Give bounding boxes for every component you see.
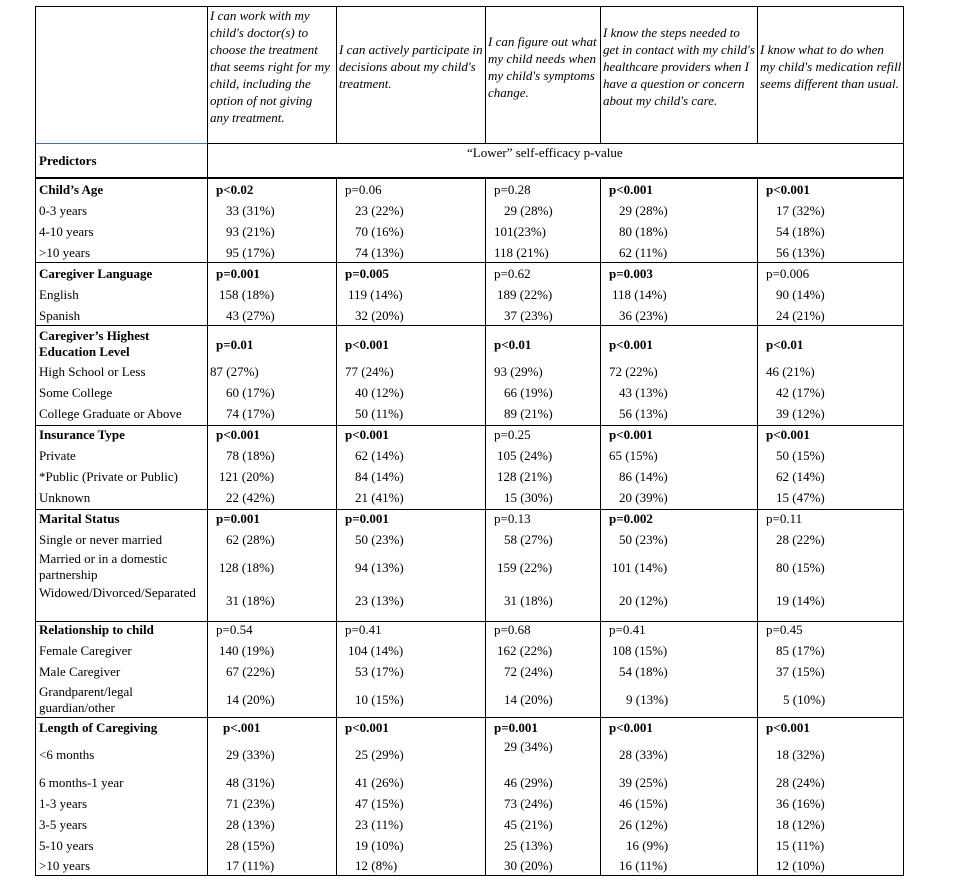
- value-cell: 30 (20%): [504, 858, 553, 873]
- predictors-underline: [35, 143, 207, 144]
- value-cell: 37 (23%): [504, 308, 553, 323]
- value-cell: 162 (22%): [497, 643, 553, 658]
- value-cell: 74 (17%): [226, 406, 275, 421]
- pvalue: p=0.002: [609, 511, 653, 526]
- value-cell: 23 (13%): [355, 593, 404, 608]
- value-cell: 62 (28%): [226, 532, 275, 547]
- pvalue: p<0.001: [766, 720, 810, 735]
- value-cell: 86 (14%): [619, 469, 668, 484]
- pvalue: p<0.01: [766, 337, 804, 352]
- value-cell: 28 (33%): [619, 747, 668, 762]
- column-border-2: [336, 6, 337, 143]
- pvalue: p=0.003: [609, 266, 653, 281]
- value-cell: 43 (27%): [226, 308, 275, 323]
- value-cell: 158 (18%): [219, 287, 275, 302]
- value-cell: 29 (28%): [504, 203, 553, 218]
- value-cell: 77 (24%): [345, 364, 394, 379]
- pvalue: p<0.001: [609, 182, 653, 197]
- pvalue: p<0.01: [494, 337, 532, 352]
- row-label: 4-10 years: [39, 224, 94, 239]
- row-label: Some College: [39, 385, 113, 400]
- pvalue: p<0.001: [766, 427, 810, 442]
- value-cell: 42 (17%): [776, 385, 825, 400]
- pvalue: p=0.41: [609, 622, 646, 637]
- column-header-5: I know what to do when my child's medication refill seems different than usual.: [760, 42, 902, 91]
- pvalue: p=0.001: [345, 511, 389, 526]
- column-border-4: [600, 6, 601, 143]
- value-cell: 36 (23%): [619, 308, 668, 323]
- pvalue: p<0.001: [345, 720, 389, 735]
- value-cell: 43 (13%): [619, 385, 668, 400]
- value-cell: 37 (15%): [776, 664, 825, 679]
- row-label: >10 years: [39, 858, 91, 873]
- pvalue: p=0.11: [766, 511, 803, 526]
- value-cell: 14 (20%): [504, 692, 553, 707]
- pvalue: p<0.001: [216, 427, 260, 442]
- value-cell: 20 (39%): [619, 490, 668, 505]
- group-title-education: Caregiver’s Highest Education Level: [39, 328, 150, 359]
- value-cell: 29 (33%): [226, 747, 275, 762]
- value-cell: 62 (14%): [776, 469, 825, 484]
- column-border-3: [485, 6, 486, 143]
- value-cell: 18 (12%): [776, 817, 825, 832]
- group-title-insurance: Insurance Type: [39, 427, 125, 442]
- value-cell: 23 (11%): [355, 817, 404, 832]
- value-cell: 15 (30%): [504, 490, 553, 505]
- value-cell: 28 (13%): [226, 817, 275, 832]
- value-cell: 46 (29%): [504, 775, 553, 790]
- table-right-border: [903, 6, 904, 876]
- value-cell: 36 (16%): [776, 796, 825, 811]
- row-label: >10 years: [39, 245, 91, 260]
- row-label: Female Caregiver: [39, 643, 132, 658]
- value-cell: 28 (15%): [226, 838, 275, 853]
- value-cell: 53 (17%): [355, 664, 404, 679]
- pvalue: p=0.41: [345, 622, 382, 637]
- row-label: 6 months-1 year: [39, 775, 124, 790]
- value-cell: 80 (18%): [619, 224, 668, 239]
- value-cell: 93 (21%): [226, 224, 275, 239]
- row-label: Widowed/Divorced/Separated: [39, 585, 196, 600]
- value-cell: 105 (24%): [497, 448, 553, 463]
- value-cell: 140 (19%): [219, 643, 275, 658]
- row-label: Male Caregiver: [39, 664, 121, 679]
- value-cell: 74 (13%): [355, 245, 404, 260]
- value-cell: 108 (15%): [612, 643, 668, 658]
- value-cell: 12 (10%): [776, 858, 825, 873]
- value-cell: 62 (14%): [355, 448, 404, 463]
- value-cell: 50 (23%): [619, 532, 668, 547]
- value-cell: 101(23%): [494, 224, 546, 239]
- value-cell: 18 (32%): [776, 747, 825, 762]
- row-label: College Graduate or Above: [39, 406, 182, 421]
- group-border-marital: [35, 509, 904, 510]
- value-cell: 29 (34%): [504, 739, 553, 754]
- value-cell: 94 (13%): [355, 560, 404, 575]
- pvalue: p=0.01: [216, 337, 254, 352]
- value-cell: 28 (24%): [776, 775, 825, 790]
- value-cell: 128 (18%): [219, 560, 275, 575]
- column-border-5b: [757, 177, 758, 876]
- value-cell: 85 (17%): [776, 643, 825, 658]
- value-cell: 118 (21%): [494, 245, 549, 260]
- column-header-3: I can figure out what my child needs when my child's symptoms change.: [488, 34, 597, 100]
- value-cell: 15 (47%): [776, 490, 825, 505]
- pvalue: p<0.001: [345, 337, 389, 352]
- pvalue: p=0.28: [494, 182, 531, 197]
- value-cell: 32 (20%): [355, 308, 404, 323]
- group-title-marital: Marital Status: [39, 511, 120, 526]
- value-cell: 31 (18%): [226, 593, 275, 608]
- value-cell: 17 (32%): [776, 203, 825, 218]
- value-cell: 72 (22%): [609, 364, 658, 379]
- value-cell: 159 (22%): [497, 560, 553, 575]
- value-cell: 84 (14%): [355, 469, 404, 484]
- row-label: 1-3 years: [39, 796, 88, 811]
- value-cell: 23 (22%): [355, 203, 404, 218]
- value-cell: 39 (25%): [619, 775, 668, 790]
- value-cell: 12 (8%): [355, 858, 398, 873]
- value-cell: 29 (28%): [619, 203, 668, 218]
- value-cell: 62 (11%): [619, 245, 668, 260]
- value-cell: 72 (24%): [504, 664, 553, 679]
- value-cell: 50 (11%): [355, 406, 404, 421]
- value-cell: 118 (14%): [612, 287, 667, 302]
- value-cell: 24 (21%): [776, 308, 825, 323]
- group-title-age: Child’s Age: [39, 182, 104, 197]
- column-header-2: I can actively participate in decisions about my child's treatment.: [339, 42, 483, 91]
- value-cell: 40 (12%): [355, 385, 404, 400]
- row-label: Married or in a domestic partnership: [39, 551, 168, 582]
- value-cell: 25 (13%): [504, 838, 553, 853]
- value-cell: 101 (14%): [612, 560, 668, 575]
- pvalue: p=0.13: [494, 511, 531, 526]
- pvalue: p=0.005: [345, 266, 389, 281]
- value-cell: 189 (22%): [497, 287, 553, 302]
- group-title-relationship: Relationship to child: [39, 622, 154, 637]
- value-cell: 54 (18%): [776, 224, 825, 239]
- column-header-1: I can work with my child's doctor(s) to choose the treatment that seems right for my child, including the option of not giving any treatment.: [210, 8, 330, 125]
- column-border-2b: [336, 177, 337, 876]
- table-bottom-border: [35, 875, 904, 876]
- value-cell: 66 (19%): [504, 385, 553, 400]
- value-cell: 10 (15%): [355, 692, 404, 707]
- value-cell: 31 (18%): [504, 593, 553, 608]
- value-cell: 119 (14%): [348, 287, 403, 302]
- value-cell: 93 (29%): [494, 364, 543, 379]
- row-label: 3-5 years: [39, 817, 88, 832]
- row-label: Grandparent/legal guardian/other: [39, 684, 133, 715]
- pvalue: p=0.62: [494, 266, 531, 281]
- value-cell: 90 (14%): [776, 287, 825, 302]
- value-cell: 33 (31%): [226, 203, 275, 218]
- value-cell: 67 (22%): [226, 664, 275, 679]
- value-cell: 9 (13%): [626, 692, 669, 707]
- group-border-length: [35, 717, 904, 718]
- value-cell: 15 (11%): [776, 838, 825, 853]
- value-cell: 78 (18%): [226, 448, 275, 463]
- value-cell: 60 (17%): [226, 385, 275, 400]
- predictors-label: Predictors: [39, 153, 97, 168]
- pvalue: p=0.006: [766, 266, 810, 281]
- value-cell: 50 (15%): [776, 448, 825, 463]
- group-title-language: Caregiver Language: [39, 266, 153, 281]
- value-cell: 50 (23%): [355, 532, 404, 547]
- value-cell: 5 (10%): [783, 692, 826, 707]
- predictors-table: [35, 6, 904, 876]
- value-cell: 41 (26%): [355, 775, 404, 790]
- row-label: Unknown: [39, 490, 91, 505]
- value-cell: 19 (10%): [355, 838, 404, 853]
- value-cell: 70 (16%): [355, 224, 404, 239]
- pvalue: p=0.68: [494, 622, 531, 637]
- pvalue: p<0.02: [216, 182, 254, 197]
- header-bottom-border: [207, 143, 904, 144]
- value-cell: 46 (21%): [766, 364, 815, 379]
- pvalue: p=0.001: [216, 266, 260, 281]
- value-cell: 65 (15%): [609, 448, 658, 463]
- column-border-5: [757, 6, 758, 143]
- value-cell: 47 (15%): [355, 796, 404, 811]
- value-cell: 19 (14%): [776, 593, 825, 608]
- value-cell: 16 (9%): [626, 838, 669, 853]
- group-border-education: [35, 325, 904, 326]
- value-cell: 121 (20%): [219, 469, 275, 484]
- pvalue: p<0.001: [766, 182, 810, 197]
- value-cell: 80 (15%): [776, 560, 825, 575]
- pvalue: p=0.001: [216, 511, 260, 526]
- pvalue: p=0.06: [345, 182, 382, 197]
- row-label: High School or Less: [39, 364, 146, 379]
- subheader-bottom-border: [35, 177, 904, 179]
- row-label: <6 months: [39, 747, 95, 762]
- row-label: *Public (Private or Public): [39, 469, 179, 484]
- row-label: English: [39, 287, 79, 302]
- pvalue: p<0.001: [609, 720, 653, 735]
- value-cell: 14 (20%): [226, 692, 275, 707]
- group-title-length: Length of Caregiving: [39, 720, 158, 735]
- value-cell: 89 (21%): [504, 406, 553, 421]
- table-top-border: [35, 6, 904, 7]
- row-label: Spanish: [39, 308, 81, 323]
- value-cell: 25 (29%): [355, 747, 404, 762]
- column-header-4: I know the steps needed to get in contact with my child's healthcare providers when I have a question or concern about my child's care.: [603, 25, 755, 108]
- value-cell: 16 (11%): [619, 858, 668, 873]
- column-border-4b: [600, 177, 601, 876]
- row-label: 5-10 years: [39, 838, 94, 853]
- row-label: Single or never married: [39, 532, 163, 547]
- group-border-language: [35, 262, 904, 263]
- value-cell: 28 (22%): [776, 532, 825, 547]
- pvalue: p=0.001: [494, 720, 538, 735]
- value-cell: 39 (12%): [776, 406, 825, 421]
- value-cell: 87 (27%): [210, 364, 259, 379]
- value-cell: 20 (12%): [619, 593, 668, 608]
- value-cell: 56 (13%): [776, 245, 825, 260]
- value-cell: 46 (15%): [619, 796, 668, 811]
- table-left-border: [35, 6, 36, 876]
- column-border-3b: [485, 177, 486, 876]
- value-cell: 21 (41%): [355, 490, 404, 505]
- pvalue: p=0.25: [494, 427, 531, 442]
- value-cell: 17 (11%): [226, 858, 275, 873]
- pvalue: p=0.54: [216, 622, 253, 637]
- group-border-insurance: [35, 425, 904, 426]
- value-cell: 56 (13%): [619, 406, 668, 421]
- value-cell: 48 (31%): [226, 775, 275, 790]
- value-cell: 128 (21%): [497, 469, 553, 484]
- value-cell: 54 (18%): [619, 664, 668, 679]
- pvalue: p<0.001: [609, 427, 653, 442]
- value-cell: 26 (12%): [619, 817, 668, 832]
- pvalue: p<0.001: [345, 427, 389, 442]
- row-label: 0-3 years: [39, 203, 88, 218]
- value-cell: 104 (14%): [348, 643, 404, 658]
- pvalue: p<0.001: [609, 337, 653, 352]
- column-border-1: [207, 6, 208, 876]
- pvalue: p=0.45: [766, 622, 803, 637]
- value-cell: 73 (24%): [504, 796, 553, 811]
- value-cell: 95 (17%): [226, 245, 275, 260]
- subheader-pvalue: “Lower” self-efficacy p-value: [467, 145, 623, 160]
- row-label: Private: [39, 448, 76, 463]
- value-cell: 45 (21%): [504, 817, 553, 832]
- pvalue: p<.001: [223, 720, 261, 735]
- value-cell: 71 (23%): [226, 796, 275, 811]
- value-cell: 58 (27%): [504, 532, 553, 547]
- value-cell: 22 (42%): [226, 490, 275, 505]
